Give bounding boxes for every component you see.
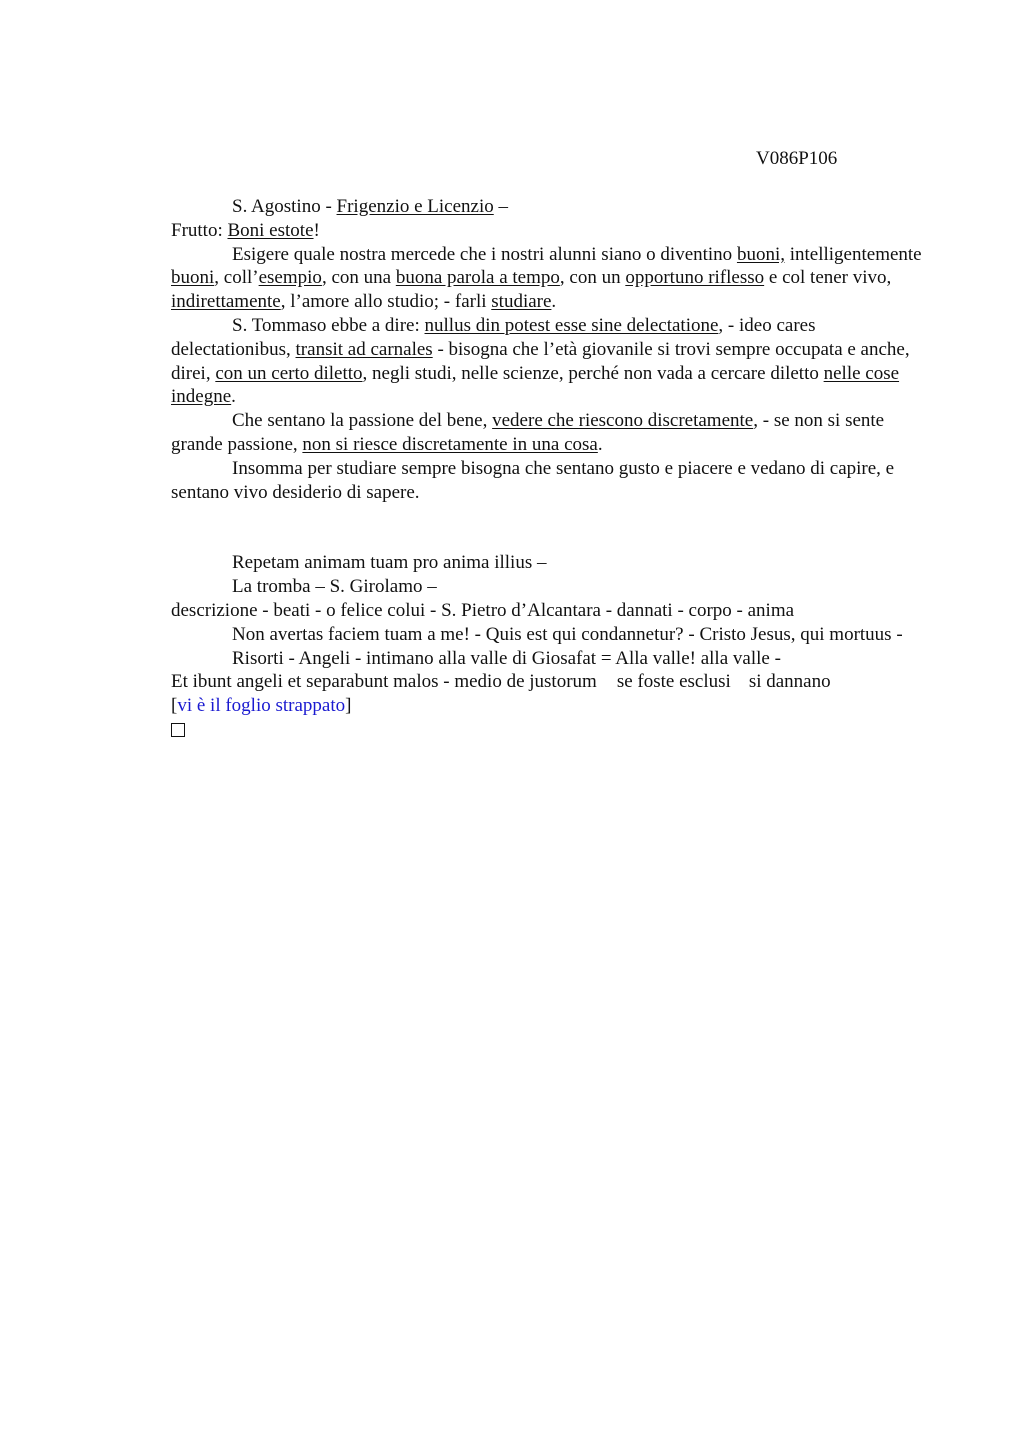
paragraph-1: S. Agostino - Frigenzio e Licenzio – — [232, 196, 508, 217]
paragraph-8: La tromba – S. Girolamo – — [232, 576, 437, 598]
paragraph-11: Risorti - Angeli - intimano alla valle di Giosafat = Alla valle! alla valle - — [232, 647, 781, 669]
underlined-text: nelle cose indegne — [171, 362, 900, 408]
underlined-text: buoni, — [736, 243, 785, 265]
end-marker — [171, 718, 931, 744]
paragraph-7: Repetam animam tuam pro anima illius – — [232, 552, 547, 574]
paragraph-6: Insomma per studiare sempre bisogna che sentano gusto e piacere e vedano di capire, e sentano vivo desiderio di sapere. — [171, 457, 895, 503]
paragraph-10: Non avertas faciem tuam a me! - Quis est qui condannetur? - Cristo Jesus, qui mortuus - — [232, 623, 903, 645]
paragraph-2: Frutto: Boni estote! — [171, 219, 320, 241]
editorial-note-text: vi è il foglio strappato — [177, 695, 346, 717]
page-identifier: V086P106 — [756, 148, 838, 169]
underlined-text: buoni — [171, 267, 215, 289]
underlined-text: buona parola a tempo — [395, 267, 560, 289]
underlined-text: esempio — [258, 267, 322, 289]
document-body — [171, 195, 931, 744]
underlined-text: nullus din potest esse sine delectatione — [424, 314, 719, 336]
underlined-text: indirettamente — [171, 291, 281, 313]
underlined-text: transit ad carnales — [295, 338, 433, 360]
underlined-text: studiare — [491, 291, 552, 313]
underlined-text: opportuno riflesso — [625, 267, 765, 289]
paragraph-5: Che sentano la passione del bene, vedere che riescono discretamente, - se non si sente grande passione, non si riesce discretamente in una cosa. — [171, 410, 885, 455]
underlined-text: con un certo diletto — [215, 362, 363, 384]
paragraph-4: S. Tommaso ebbe a dire: nullus din potest esse sine delectatione, - ideo cares delectationibus, transit ad carnales - bisogna che l’età giovanile si trovi sempre occupata e anche, direi, con un certo diletto, negli studi, nelle scienze, perché non vada a cercare diletto nelle cose indegne. — [171, 314, 910, 408]
underlined-text: non si riesce discretamente in una cosa — [302, 433, 598, 455]
underlined-text: Boni estote — [227, 219, 314, 241]
empty-square-icon — [171, 723, 185, 737]
editorial-note: [vi è il foglio strappato] — [171, 695, 352, 717]
underlined-text: vedere che riescono discretamente — [492, 410, 754, 432]
paragraph-9: descrizione - beati - o felice colui - S. Pietro d’Alcantara - dannati - corpo - anima — [171, 599, 795, 621]
section-gap — [171, 504, 931, 551]
paragraph-3: Esigere quale nostra mercede che i nostri alunni siano o diventino buoni, intelligentemente buoni, coll’esempio, con una buona parola a tempo, con un opportuno riflesso e col tener vivo, indirettamente, l’amore allo studio; - farli studiare. — [171, 243, 922, 313]
paragraph-12: Et ibunt angeli et separabunt malos - medio de justorum se foste esclusi si dannano — [171, 671, 831, 693]
underlined-text: Frigenzio e Licenzio — [336, 196, 494, 217]
